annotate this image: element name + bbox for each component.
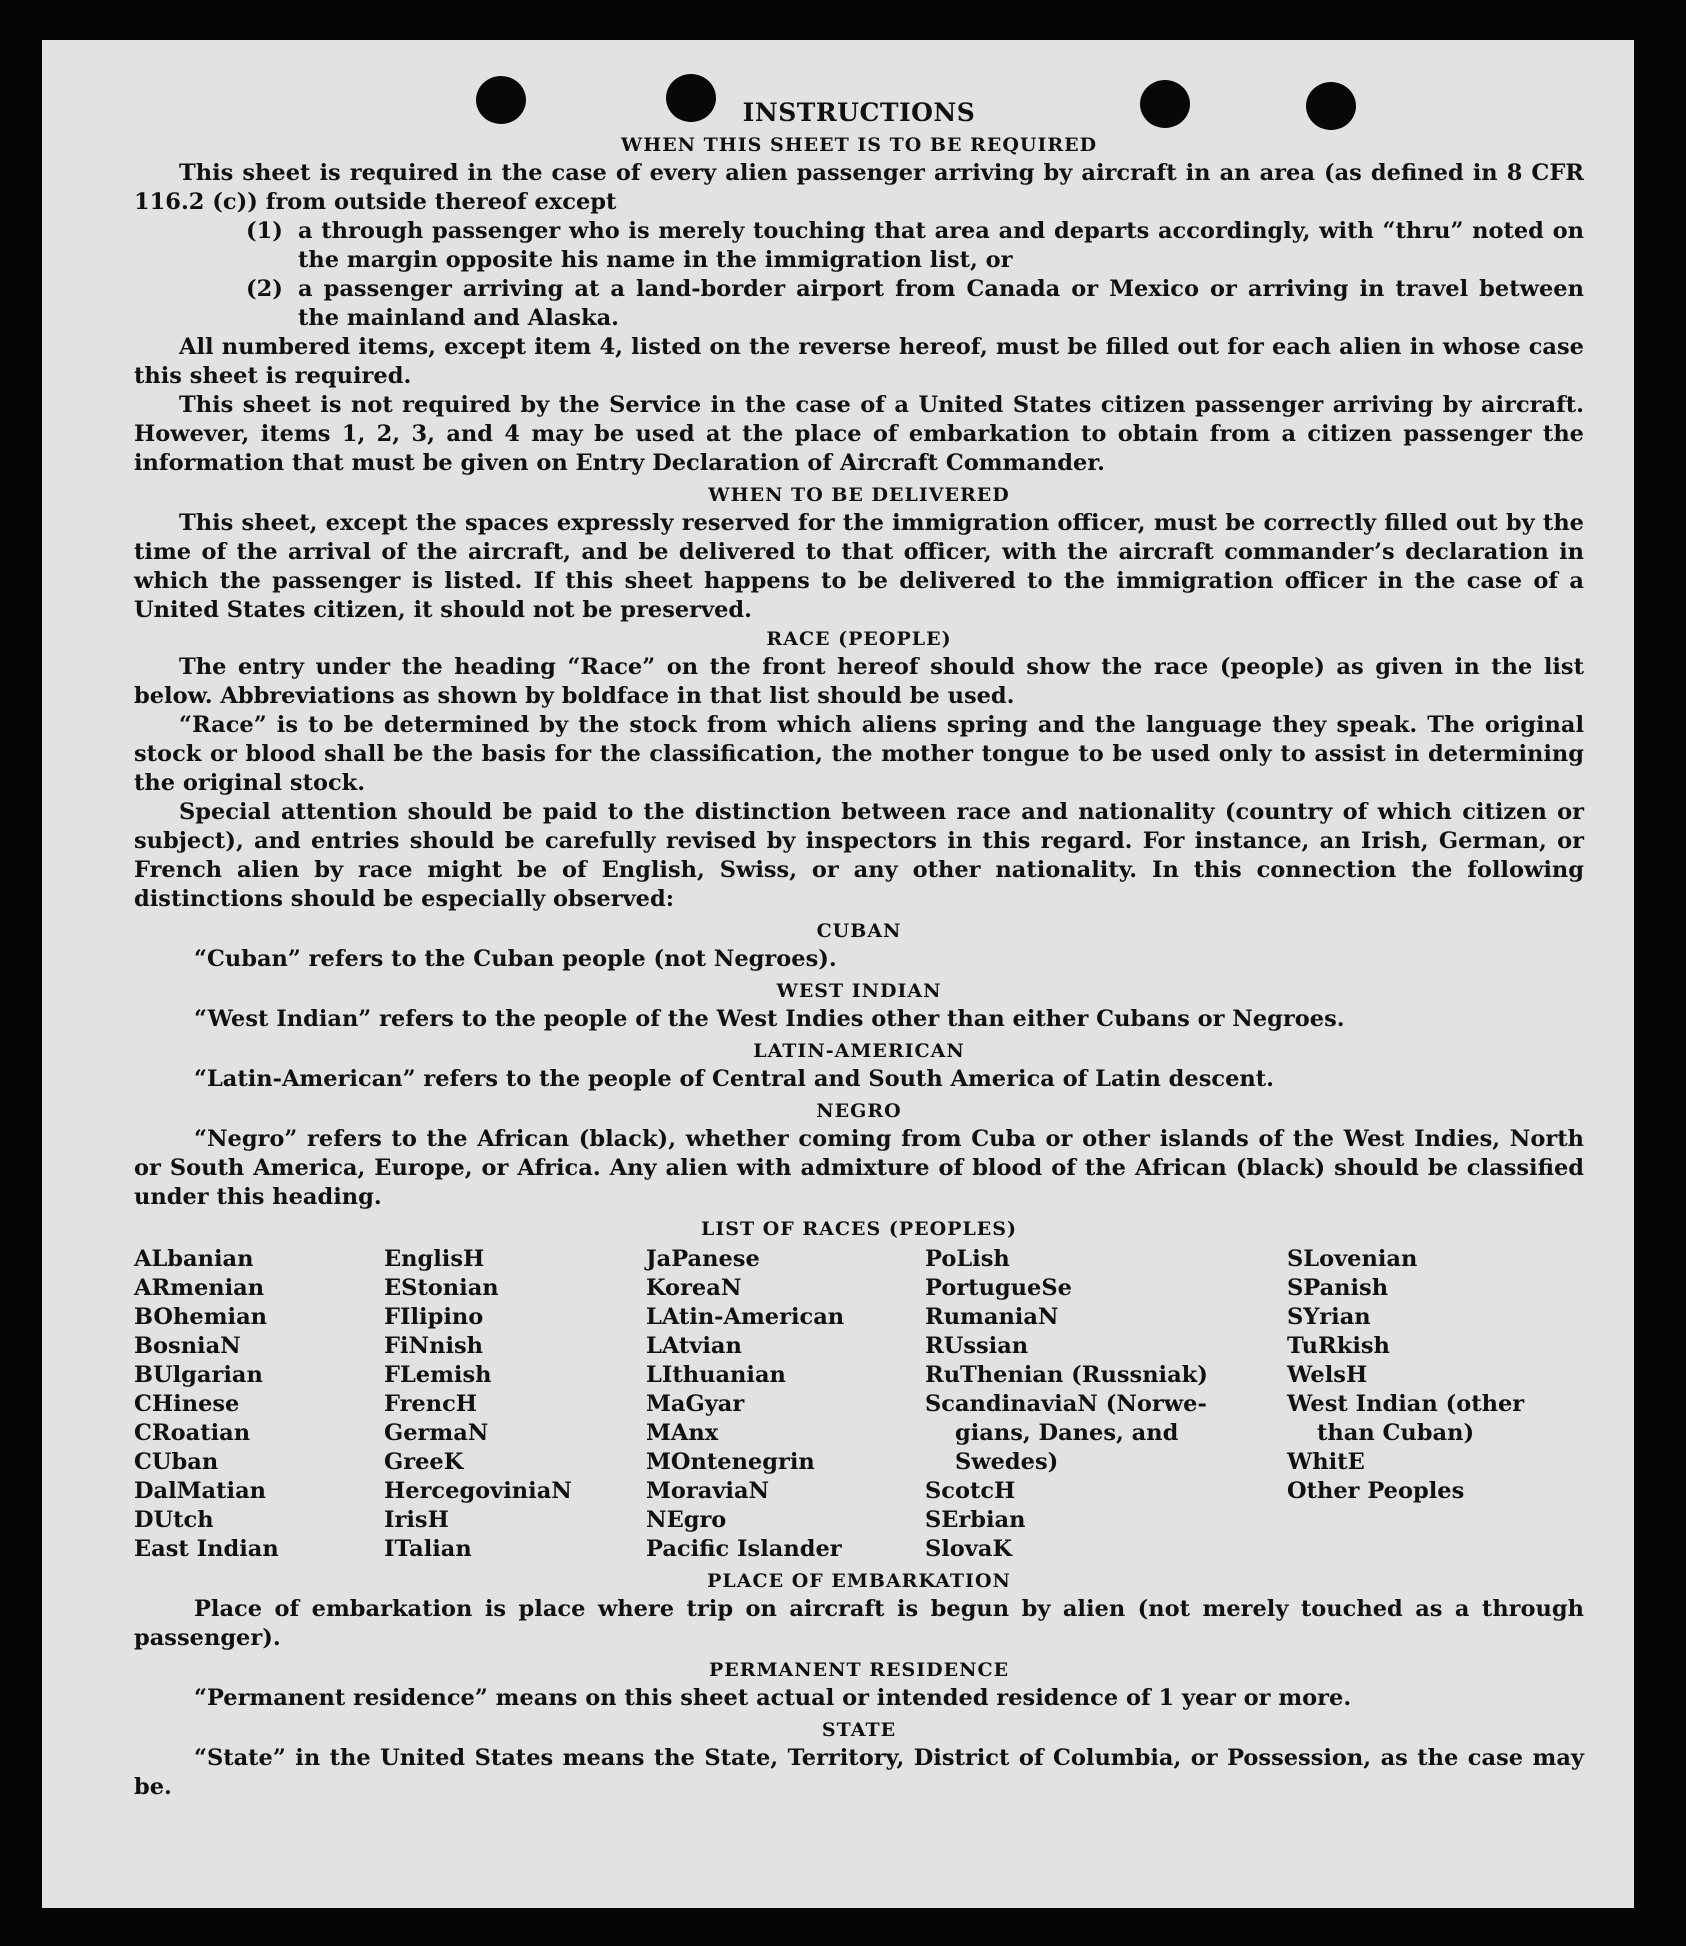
- paragraph: This sheet is not required by the Service in the case of a United States citizen passenger arriving by aircraft. However, items 1, 2, 3, and 4 may be used at the place of embarkation to obtain from a citizen passenger the information that must be given on Entry Declaration of Aircraft Commander.: [134, 392, 1584, 476]
- page-title: INSTRUCTIONS: [742, 98, 976, 127]
- race-entry: HercegoviniaN: [384, 1478, 572, 1504]
- race-entry: RumaniaN: [925, 1304, 1059, 1330]
- races-column: [1287, 1245, 1537, 1564]
- race-entry: WhitE: [1287, 1449, 1365, 1475]
- race-entry: DalMatian: [134, 1478, 267, 1504]
- paragraph: The entry under the heading “Race” on the front hereof should show the race (people) as given in the list below. Abbreviations as shown by boldface in that list should be used.: [134, 654, 1584, 709]
- definition: “Permanent residence” means on this sheet actual or intended residence of 1 year or more.: [194, 1685, 1352, 1711]
- race-entry: LAtin-American: [646, 1304, 845, 1330]
- race-entry: MOntenegrin: [646, 1449, 815, 1475]
- races-column: [134, 1245, 384, 1564]
- race-entry: Swedes): [955, 1449, 1059, 1475]
- race-entry: MAnx: [646, 1420, 719, 1446]
- race-entry: WelsH: [1287, 1362, 1368, 1388]
- race-entry: ScandinaviaN (Norwe-: [925, 1391, 1207, 1417]
- race-entry: Other Peoples: [1287, 1478, 1465, 1504]
- race-entry: MoraviaN: [646, 1478, 770, 1504]
- instructions-text: [134, 98, 1584, 1802]
- races-column: [646, 1245, 925, 1564]
- definition: “West Indian” refers to the people of the West Indies other than either Cubans or Negroes.: [194, 1006, 1345, 1032]
- race-entry: CUban: [134, 1449, 219, 1475]
- race-entry: FLemish: [384, 1362, 492, 1388]
- race-entry: EnglisH: [384, 1246, 485, 1272]
- paragraph: All numbered items, except item 4, listed on the reverse hereof, must be filled out for each alien in whose case this sheet is required.: [134, 334, 1584, 389]
- section-heading: CUBAN: [816, 920, 902, 942]
- race-entry: ALbanian: [134, 1246, 254, 1272]
- paragraph: “Race” is to be determined by the stock from which aliens spring and the language they speak. The original stock or blood shall be the basis for the classification, the mother tongue to be used only to assist in determining the original stock.: [134, 712, 1584, 796]
- races-list: [134, 1245, 1584, 1564]
- race-entry: SLovenian: [1287, 1246, 1418, 1272]
- race-entry: gians, Danes, and: [955, 1420, 1179, 1446]
- race-entry: RuThenian (Russniak): [925, 1362, 1208, 1388]
- race-entry: NEgro: [646, 1507, 727, 1533]
- race-entry: PoLish: [925, 1246, 1010, 1272]
- race-entry: CHinese: [134, 1391, 240, 1417]
- section-heading: RACE (PEOPLE): [766, 628, 952, 650]
- paragraph: “Negro” refers to the African (black), whether coming from Cuba or other islands of the West Indies, North or South America, Europe, or Africa. Any alien with admixture of blood of the African (black) should be classified under this heading.: [134, 1126, 1584, 1210]
- race-entry: DUtch: [134, 1507, 214, 1533]
- race-entry: KoreaN: [646, 1275, 742, 1301]
- race-entry: FrencH: [384, 1391, 478, 1417]
- race-entry: ARmenian: [134, 1275, 265, 1301]
- race-entry: TuRkish: [1287, 1333, 1390, 1359]
- race-entry: than Cuban): [1317, 1420, 1475, 1446]
- race-entry: LAtvian: [646, 1333, 742, 1359]
- section-heading: PLACE OF EMBARKATION: [707, 1570, 1011, 1592]
- race-entry: GreeK: [384, 1449, 464, 1475]
- race-entry: BOhemian: [134, 1304, 268, 1330]
- race-entry: GermaN: [384, 1420, 489, 1446]
- paragraph: Special attention should be paid to the distinction between race and nationality (country of which citizen or subject), and entries should be carefully revised by inspectors in this regard. For instance, an Irish, German, or French alien by race might be of English, Swiss, or any other nationality. In this connection the following distinctions should be especially observed:: [134, 799, 1584, 912]
- race-entry: JaPanese: [646, 1246, 760, 1272]
- race-entry: RUssian: [925, 1333, 1029, 1359]
- section-heading: STATE: [821, 1719, 897, 1741]
- section-heading: WHEN THIS SHEET IS TO BE REQUIRED: [620, 134, 1098, 156]
- race-entry: West Indian (other: [1287, 1391, 1525, 1417]
- race-entry: PortugueSe: [925, 1275, 1072, 1301]
- section-heading: PERMANENT RESIDENCE: [708, 1659, 1010, 1681]
- race-entry: EStonian: [384, 1275, 499, 1301]
- list-item: [134, 275, 1584, 333]
- race-entry: ITalian: [384, 1536, 472, 1562]
- document-page: [42, 40, 1634, 1908]
- race-entry: LIthuanian: [646, 1362, 786, 1388]
- race-entry: SYrian: [1287, 1304, 1371, 1330]
- definition: “Cuban” refers to the Cuban people (not Negroes).: [194, 946, 837, 972]
- race-entry: ScotcH: [925, 1478, 1016, 1504]
- race-entry: FiNnish: [384, 1333, 484, 1359]
- section-heading: WEST INDIAN: [776, 980, 942, 1002]
- section-heading: WHEN TO BE DELIVERED: [708, 484, 1010, 506]
- list-item: [134, 217, 1584, 275]
- paragraph: Place of embarkation is place where trip on aircraft is begun by alien (not merely touched as a through passenger).: [134, 1596, 1584, 1651]
- list-text: a through passenger who is merely touching that area and departs accordingly, with “thru” noted on the margin opposite his name in the immigration list, or: [298, 218, 1584, 273]
- section-heading: LATIN-AMERICAN: [753, 1040, 965, 1062]
- race-entry: BosniaN: [134, 1333, 241, 1359]
- list-number: (2): [246, 276, 283, 302]
- race-entry: CRoatian: [134, 1420, 251, 1446]
- list-text: a passenger arriving at a land-border airport from Canada or Mexico or arriving in travel between the mainland and Alaska.: [298, 276, 1584, 331]
- race-entry: Pacific Islander: [646, 1536, 842, 1562]
- race-entry: BUlgarian: [134, 1362, 263, 1388]
- race-entry: IrisH: [384, 1507, 449, 1533]
- list-number: (1): [246, 218, 283, 244]
- race-entry: MaGyar: [646, 1391, 745, 1417]
- race-entry: SErbian: [925, 1507, 1026, 1533]
- paragraph: This sheet, except the spaces expressly reserved for the immigration officer, must be correctly filled out by the time of the arrival of the aircraft, and be delivered to that officer, with the aircraft commander’s declaration in which the passenger is listed. If this sheet happens to be delivered to the immigration officer in the case of a United States citizen, it should not be preserved.: [134, 510, 1584, 623]
- section-heading: NEGRO: [816, 1100, 902, 1122]
- race-entry: SlovaK: [925, 1536, 1013, 1562]
- section-heading: LIST OF RACES (PEOPLES): [701, 1218, 1017, 1240]
- race-entry: East Indian: [134, 1536, 279, 1562]
- race-entry: FIlipino: [384, 1304, 484, 1330]
- definition: “Latin-American” refers to the people of Central and South America of Latin descent.: [194, 1066, 1274, 1092]
- race-entry: SPanish: [1287, 1275, 1389, 1301]
- paragraph: “State” in the United States means the State, Territory, District of Columbia, or Possession, as the case may be.: [134, 1745, 1584, 1800]
- paragraph: This sheet is required in the case of every alien passenger arriving by aircraft in an area (as defined in 8 CFR 116.2 (c)) from outside thereof except: [134, 160, 1584, 215]
- races-column: [384, 1245, 646, 1564]
- races-column: [925, 1245, 1287, 1564]
